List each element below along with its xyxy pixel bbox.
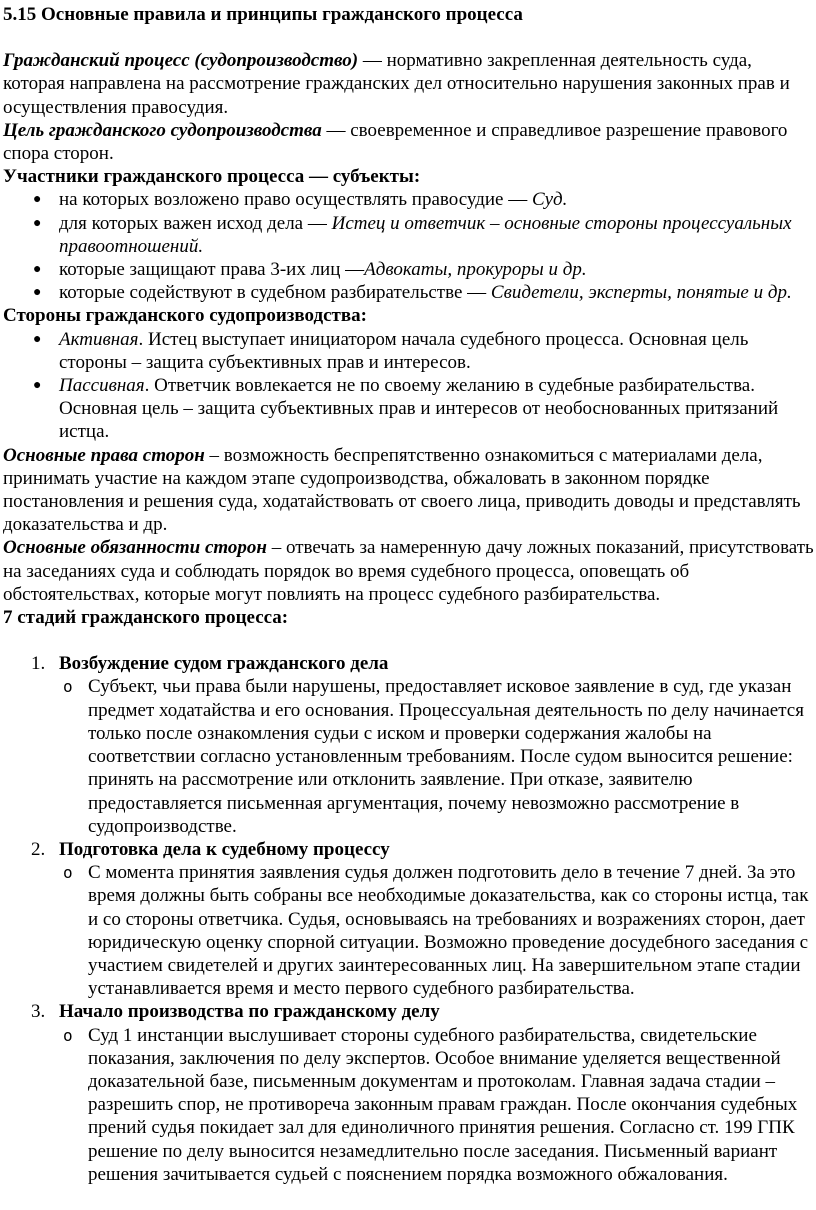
participants-heading: Участники гражданского процесса — субъекты: (3, 166, 421, 188)
list-item: o Субъект, чьи права были нарушены, предоставляет исковое заявление в суд, где указан предмет ходатайства и его основания. Процессуальная деятельность по делу начинается только после ознакомления судьи с иском и проверки содержания жалобы на соответствии согласно установленным требованиям. После судом выносится решение: принять на рассмотрение или отклонить заявление. При отказе, заявителю предоставляется письменная аргументация, почему невозможно рассмотрение в судопроизводстве. (63, 676, 804, 837)
rights-paragraph (3, 444, 814, 537)
definition-paragraph (3, 49, 814, 119)
definition-term: Гражданский процесс (судопроизводство) (3, 50, 359, 72)
list-item: ● которые защищают права 3-их лиц —Адвокаты, прокуроры и др. (33, 259, 587, 281)
list-item: ● Пассивная. Ответчик вовлекается не по своему желанию в судебные разбирательства. Основная цель – защита субъективных прав и интересов от необоснованных притязаний истца. (33, 375, 779, 443)
stage-item (3, 652, 814, 838)
duties-term: Основные обязанности сторон (3, 537, 267, 559)
list-item: ● которые содействуют в судебном разбирательстве — Свидетели, эксперты, понятые и др. (33, 282, 792, 304)
definition-text: — нормативно закрепленная деятельность суда, которая направлена на рассмотрение гражданских дел относительно нарушения законных прав и осуществления правосудия. (3, 50, 790, 118)
hollow-bullet-icon: o (63, 863, 73, 883)
stage-title: Подготовка дела к судебному процессу (59, 838, 390, 860)
stages-list (3, 652, 814, 1186)
list-item: ● для которых важен исход дела — Истец и ответчик – основные стороны процессуальных правоотношений. (33, 212, 792, 257)
list-item: o Суд 1 инстанции выслушивает стороны судебного разбирательства, свидетельские показания, заключения по делу экспертов. Особое внимание уделяется вещественной доказательной базе, письменным документам и протоколам. Главная задача стадии – разрешить спор, не противореча законным правам граждан. После окончания судебных прений судья покидает зал для единоличного принятия решения. Согласно ст. 199 ГПК решение по делу выносится незамедлительно после заседания. Письменный вариант решения зачитывается судьей с пояснением порядка возможного обжалования. (63, 1024, 798, 1185)
goal-paragraph (3, 119, 814, 165)
stage-details (59, 675, 814, 837)
sides-list (3, 328, 814, 444)
bullet-icon: ● (33, 192, 42, 208)
stage-number: 3. (31, 1001, 46, 1023)
sides-heading: Стороны гражданского судопроизводства: (3, 305, 367, 327)
participants-list (3, 188, 814, 304)
hollow-bullet-icon: o (63, 677, 73, 697)
list-item: o С момента принятия заявления судья должен подготовить дело в течение 7 дней. За это время должны быть собраны все необходимые доказательства, как со стороны истца, так и со стороны ответчика. Судья, основываясь на требованиях и возражениях сторон, дает юридическую оценку спорной ситуации. Возможно проведение досудебного заседания с участием свидетелей и других заинтересованных лиц. На завершительном этапе стадии устанавливается время и место первого судебного разбирательства. (63, 862, 809, 1000)
list-item: ● на которых возложено право осуществлять правосудие — Суд. (33, 189, 568, 211)
spacer (3, 629, 814, 652)
bullet-icon: ● (33, 262, 42, 278)
stage-details (59, 1024, 814, 1186)
goal-text: — своевременное и справедливое разрешение правового спора сторон. (3, 119, 788, 165)
list-item: ● Активная. Истец выступает инициатором начала судебного процесса. Основная цель стороны – защита субъективных прав и интересов. (33, 328, 749, 373)
page-title: 5.15 Основные правила и принципы гражданского процесса (3, 4, 523, 25)
stage-number: 1. (31, 653, 46, 675)
stage-title: Возбуждение судом гражданского дела (59, 653, 389, 675)
bullet-icon: ● (33, 285, 42, 301)
stage-item (3, 838, 814, 1000)
bullet-icon: ● (33, 331, 42, 347)
stage-details (59, 861, 814, 1000)
rights-text: – возможность беспрепятственно ознакомиться с материалами дела, принимать участие на каждом этапе судопроизводства, обжаловать в законном порядке постановления и решения суда, ходатайствовать от своего лица, приводить доводы и представлять доказательства и др. (3, 444, 801, 536)
duties-text: – отвечать за намеренную дачу ложных показаний, присутствовать на заседаниях суда и соблюдать порядок во время судебного процесса, оповещать об обстоятельствах, которые могут повлиять на процесс судебного разбирательства. (3, 537, 814, 605)
rights-term: Основные права сторон (3, 444, 205, 466)
stage-item (3, 1000, 814, 1186)
goal-term: Цель гражданского судопроизводства (3, 119, 322, 141)
duties-paragraph (3, 536, 814, 606)
stage-title: Начало производства по гражданскому делу (59, 1001, 440, 1023)
hollow-bullet-icon: o (63, 1025, 73, 1045)
stages-heading: 7 стадий гражданского процесса: (3, 607, 289, 629)
bullet-icon: ● (33, 215, 42, 231)
stage-number: 2. (31, 838, 46, 860)
bullet-icon: ● (33, 378, 42, 394)
